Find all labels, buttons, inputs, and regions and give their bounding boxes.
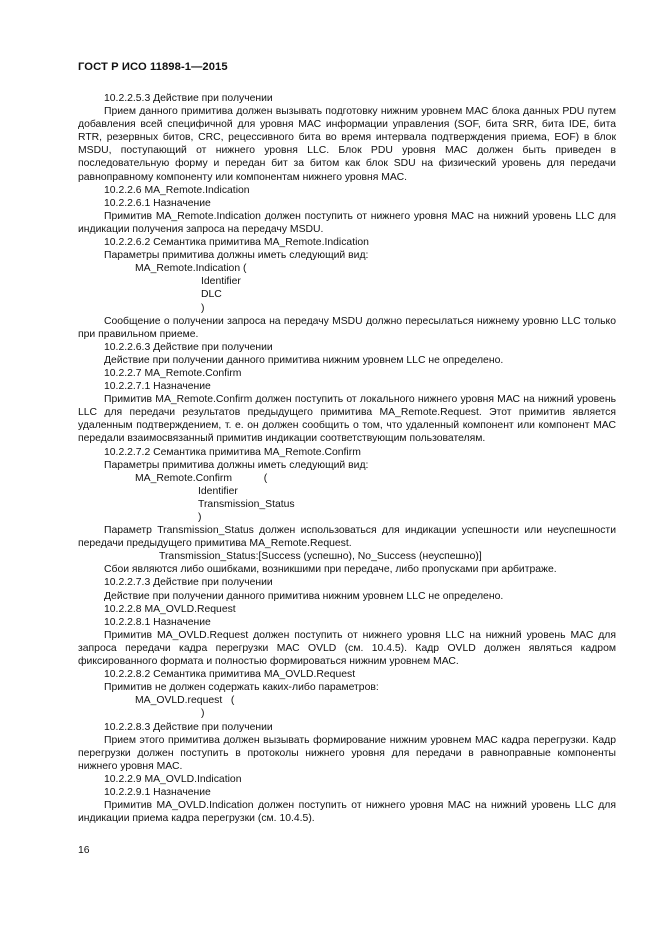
paragraph: Действие при получении данного примитива нижним уровнем LLC не определено.: [104, 354, 504, 366]
paragraph: Параметр Transmission_Status должен использоваться для индикации успешности или неуспешности передачи предыдущего примитива MA_Remote.Request.: [78, 525, 616, 550]
paragraph: 10.2.2.8.2 Семантика примитива MA_OVLD.Request: [104, 669, 356, 681]
paragraph: Параметры примитива должны иметь следующий вид:: [104, 459, 369, 471]
code-line: MA_Remote.Indication (: [135, 263, 247, 275]
paragraph: 10.2.2.7.2 Семантика примитива MA_Remote.Confirm: [104, 446, 361, 458]
code-line: Identifier: [201, 276, 241, 288]
code-line: MA_Remote.Confirm (: [135, 472, 268, 484]
code-line: ): [201, 708, 205, 720]
paragraph: 10.2.2.7.1 Назначение: [104, 381, 211, 393]
code-line: Identifier: [198, 485, 238, 497]
code-line: DLC: [201, 289, 222, 301]
paragraph: Примитив MA_Remote.Indication должен поступить от нижнего уровня МАС на нижний уровень LLC для индикации получения запроса на передачу MSDU.: [78, 210, 616, 235]
page-number: 16: [78, 845, 90, 856]
paragraph: 10.2.2.6 MA_Remote.Indication: [104, 184, 250, 196]
paragraph: 10.2.2.7.3 Действие при получении: [104, 577, 273, 589]
paragraph: Примитив MA_Remote.Confirm должен поступить от локального нижнего уровня МАС на нижний уровень LLC для передачи результатов предыдущего примитива MA_Remote.Request. Этот примитив является удаленным подтверждением, т. е. он должен сообщить о том, что удаленный компонент или компонент МАС передали взаимосвязанный примитив индикации соответствующим пользователям.: [78, 394, 616, 445]
paragraph: Примитив не должен содержать каких-либо параметров:: [104, 682, 379, 694]
document-body: [78, 92, 616, 825]
paragraph: 10.2.2.7 MA_Remote.Confirm: [104, 367, 242, 379]
paragraph: Параметры примитива должны иметь следующий вид:: [104, 250, 369, 262]
paragraph: 10.2.2.8.1 Назначение: [104, 616, 211, 628]
paragraph: Сбои являются либо ошибками, возникшими при передаче, либо пропусками при арбитраже.: [104, 564, 557, 576]
paragraph: 10.2.2.5.3 Действие при получении: [104, 93, 273, 104]
code-line: Transmission_Status:[Success (успешно), No_Success (неуспешно)]: [159, 551, 482, 563]
paragraph: 10.2.2.6.2 Семантика примитива MA_Remote.Indication: [104, 237, 369, 249]
paragraph: Действие при получении данного примитива нижним уровнем LLC не определено.: [104, 590, 504, 602]
paragraph: Сообщение о получении запроса на передачу MSDU должно пересылаться нижнему уровню LLC только при правильном приеме.: [78, 315, 616, 340]
paragraph: Примитив MA_OVLD.Indication должен поступить от нижнего уровня МАС на нижний уровень LLC для индикации приема кадра перегрузки (см. 10.4.5).: [78, 800, 616, 825]
paragraph: 10.2.2.6.3 Действие при получении: [104, 341, 273, 353]
paragraph: Прием этого примитива должен вызывать формирование нижним уровнем МАС кадра перегрузки. Кадр перегрузки должен поступить в протоколы нижнего уровня для передачи в равноправные компоненты нижнего уровня МАС.: [78, 734, 616, 772]
paragraph: Прием данного примитива должен вызывать подготовку нижним уровнем МАС блока данных PDU путем добавления всей специфичной для уровня МАС информации управления (SOF, бита SRR, бита IDE, бита RTR, резервных битов, CRC, рецессивного бита во время интервала подтверждения приема, EOF) в блок MSDU, поступающий от нижнего уровня LLC. Блок PDU уровня МАС должен быть приведен в последовательную форму и передан бит за битом как блок SDU на физический уровень для передачи равноправному компоненту или компонентам нижнего уровня МАС.: [78, 106, 616, 183]
code-line: ): [201, 302, 205, 314]
paragraph: 10.2.2.9 MA_OVLD.Indication: [104, 773, 242, 785]
paragraph: 10.2.2.9.1 Назначение: [104, 786, 211, 798]
code-line: ): [198, 512, 202, 523]
code-line: Transmission_Status: [198, 498, 295, 510]
paragraph: 10.2.2.8.3 Действие при получении: [104, 721, 273, 733]
code-line: MA_OVLD.request (: [135, 695, 235, 707]
page-header: ГОСТ Р ИСО 11898-1—2015: [78, 61, 228, 73]
paragraph: 10.2.2.6.1 Назначение: [104, 197, 211, 209]
paragraph: 10.2.2.8 MA_OVLD.Request: [104, 603, 236, 615]
paragraph: Примитив MA_OVLD.Request должен поступить от нижнего уровня LLC на нижний уровень МАС для запроса передачи кадра перегрузки МАС OVLD (см. 10.4.5). Кадр OVLD должен являться кадром фиксированного формата и полностью формироваться нижним уровнем МАС.: [78, 629, 616, 668]
